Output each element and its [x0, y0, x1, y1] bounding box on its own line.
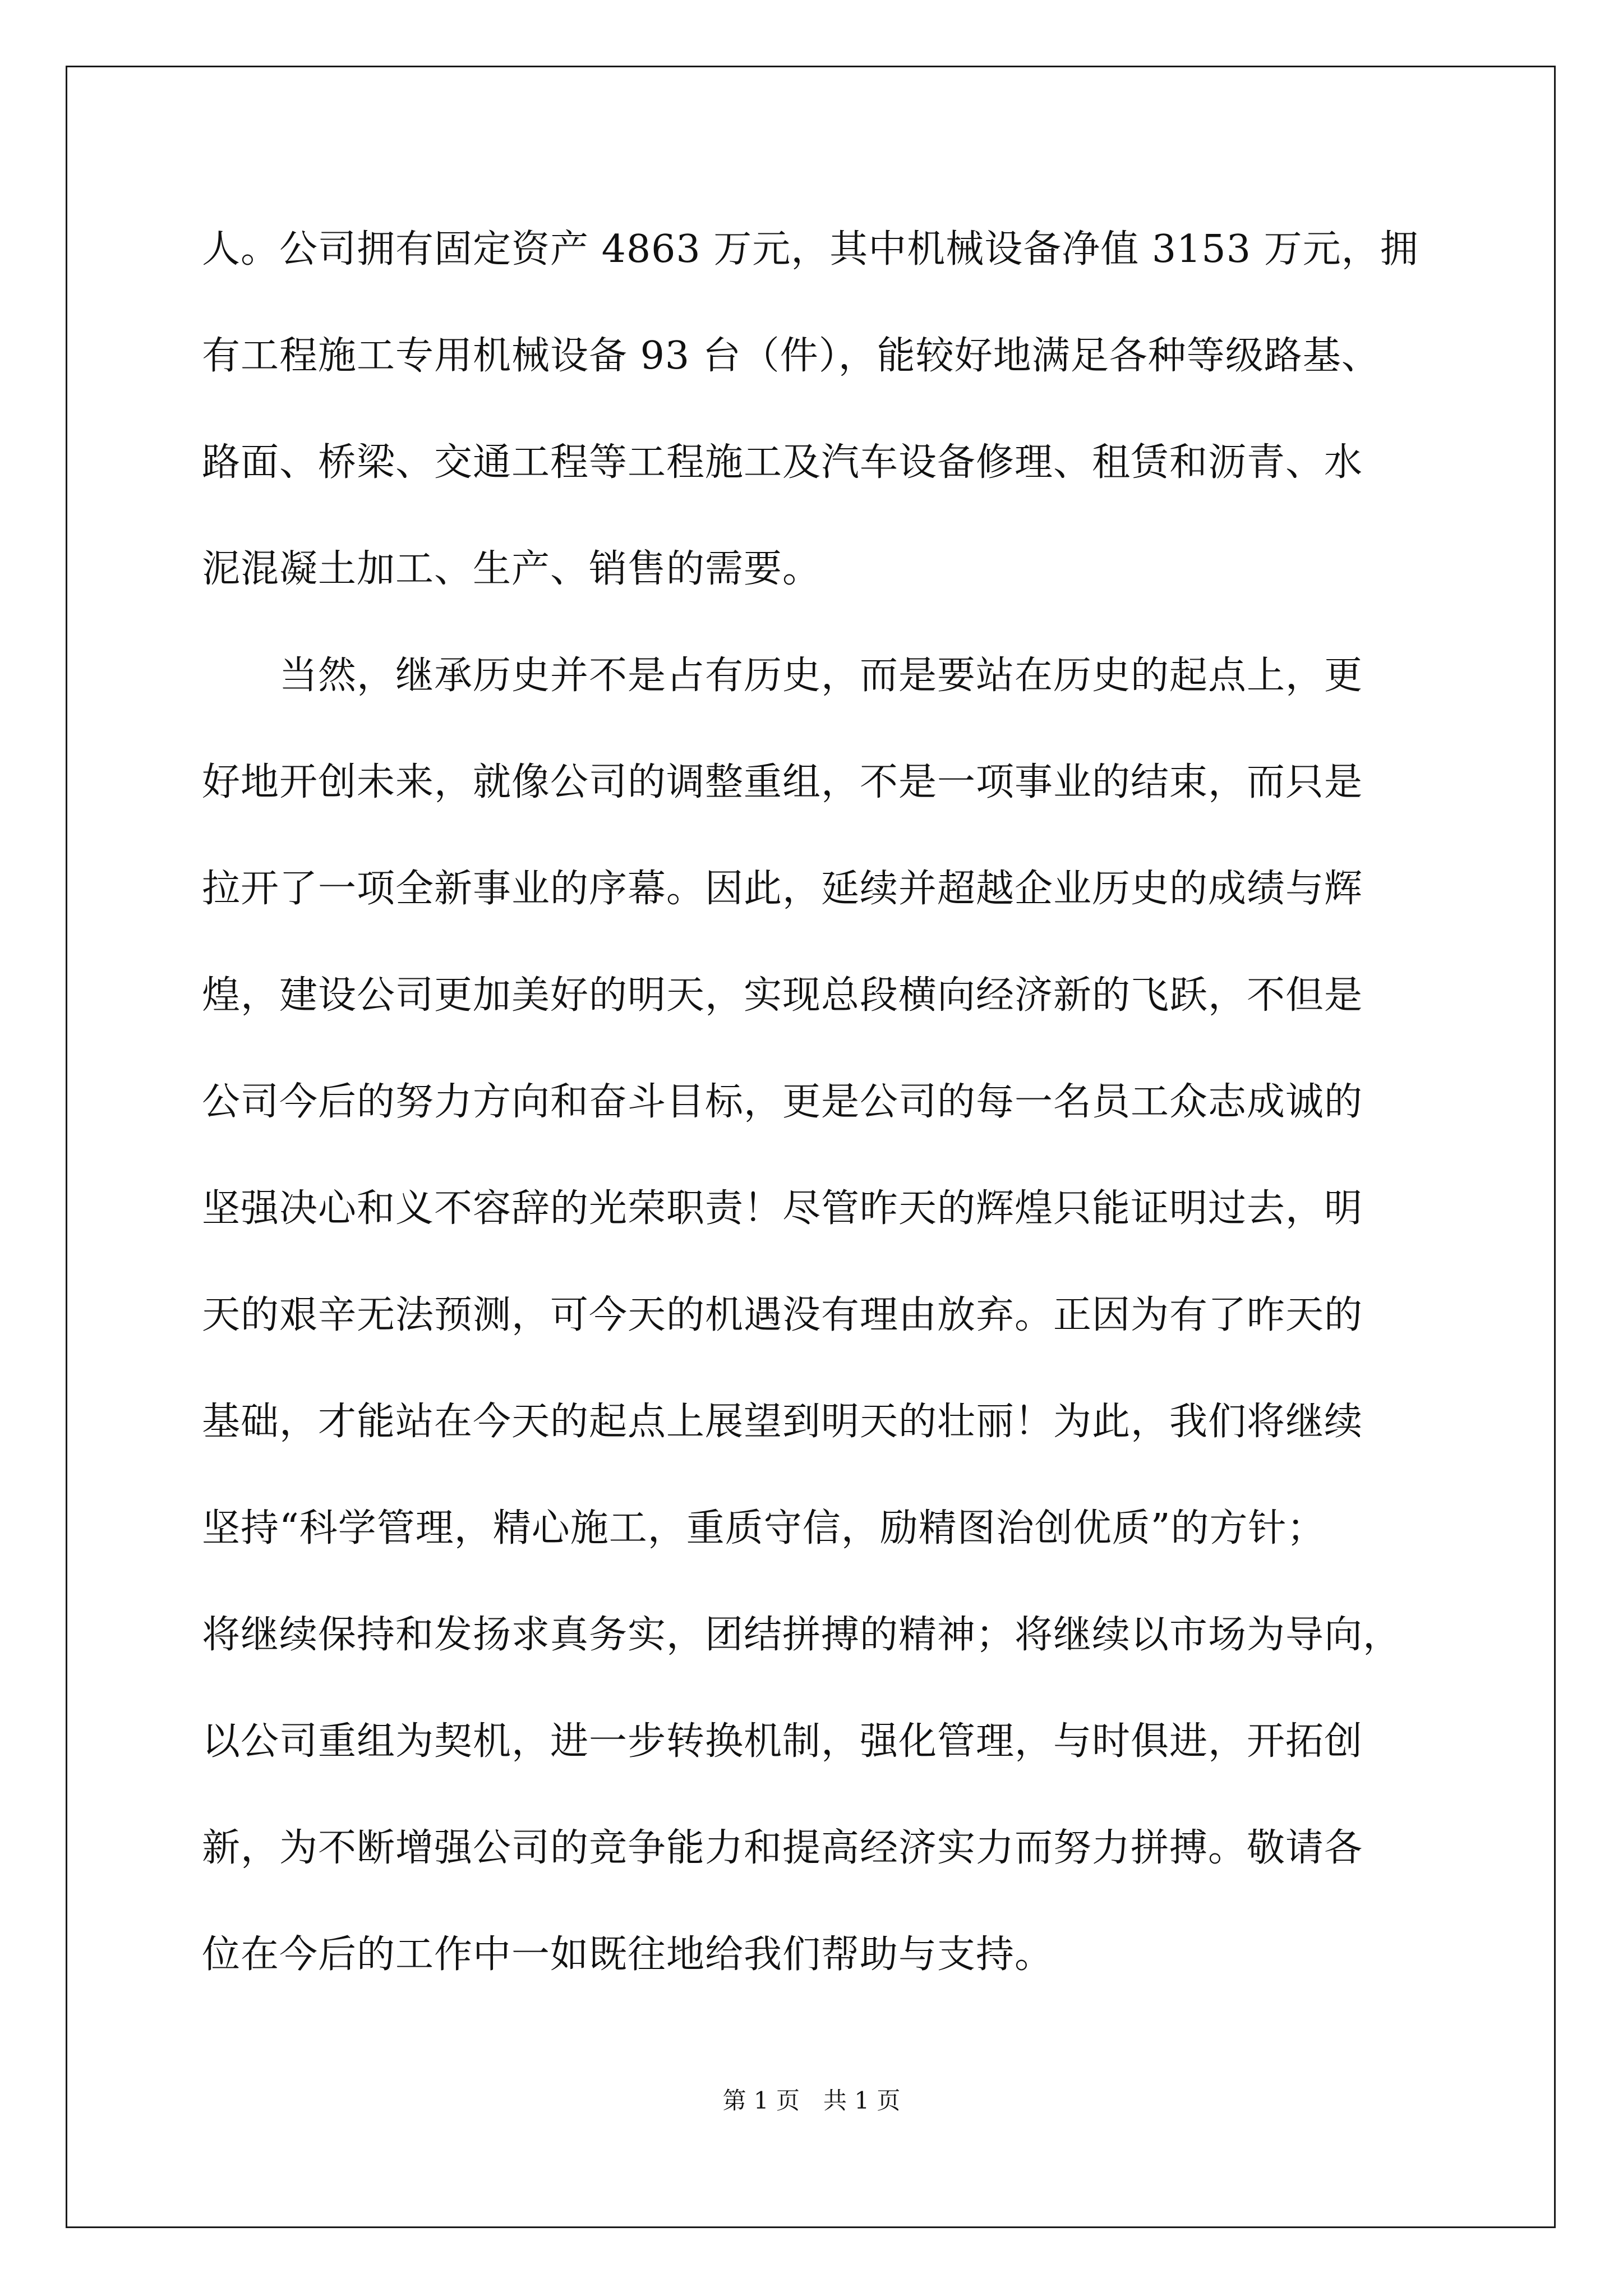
text-line: 新，为不断增强公司的竞争能力和提高经济实力而努力拼搏。敬请各 — [202, 1826, 1363, 1870]
text-line: 基础，才能站在今天的起点上展望到明天的壮丽！为此，我们将继续 — [202, 1400, 1363, 1444]
text-line: 将继续保持和发扬求真务实，团结拼搏的精神；将继续以市场为导向， — [202, 1613, 1402, 1657]
page-footer: 第 1 页 共 1 页 — [722, 2087, 901, 2114]
text-line: 有工程施工专用机械设备 93 台（件），能较好地满足各种等级路基、 — [202, 334, 1380, 378]
text-line: 泥混凝土加工、生产、销售的需要。 — [202, 547, 822, 591]
text-line: 煌，建设公司更加美好的明天，实现总段横向经济新的飞跃，不但是 — [202, 973, 1363, 1018]
text-line: 位在今后的工作中一如既往地给我们帮助与支持。 — [202, 1932, 1054, 1977]
text-line: 拉开了一项全新事业的序幕。因此，延续并超越企业历史的成绩与辉 — [202, 867, 1363, 911]
text-line: 天的艰辛无法预测，可今天的机遇没有理由放弃。正因为有了昨天的 — [202, 1293, 1363, 1337]
text-line: 公司今后的努力方向和奋斗目标，更是公司的每一名员工众志成诚的 — [202, 1080, 1363, 1124]
text-line: 坚持“科学管理，精心施工，重质守信，励精图治创优质”的方针； — [202, 1506, 1326, 1550]
page-border — [66, 66, 1556, 2228]
text-line: 好地开创未来，就像公司的调整重组，不是一项事业的结束，而只是 — [202, 760, 1363, 804]
text-line: 坚强决心和义不容辞的光荣职责！尽管昨天的辉煌只能证明过去，明 — [202, 1186, 1363, 1231]
text-line: 当然，继承历史并不是占有历史，而是要站在历史的起点上，更 — [202, 654, 1363, 698]
text-line: 以公司重组为契机，进一步转换机制，强化管理，与时俱进，开拓创 — [202, 1719, 1363, 1764]
text-line: 路面、桥梁、交通工程等工程施工及汽车设备修理、租赁和沥青、水 — [202, 440, 1363, 485]
text-line: 人。公司拥有固定资产 4863 万元，其中机械设备净值 3153 万元，拥 — [202, 227, 1419, 272]
